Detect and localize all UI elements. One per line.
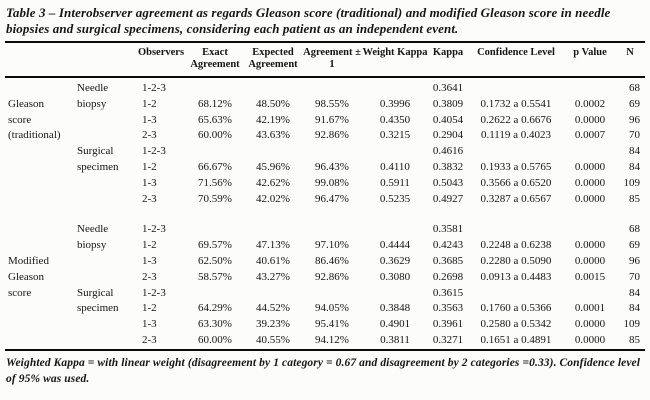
table-row [5, 176, 645, 192]
cell-observers: 2-3 [142, 192, 157, 205]
cell-p-value: 0.0000 [574, 176, 606, 189]
cell-exact [187, 77, 243, 97]
cell-expected: 40.55% [256, 333, 290, 346]
cell-n: 70 [629, 129, 640, 142]
header-n: N [615, 42, 645, 77]
cell-p-value: 0.0007 [574, 129, 606, 142]
cell-group: score [8, 286, 32, 299]
cell-exact: 66.67% [198, 160, 232, 173]
cell-p-value: 0.0000 [574, 254, 606, 267]
cell-kappa: 0.3581 [432, 223, 464, 236]
cell-observers: 1-3 [142, 113, 157, 126]
cell-agreement1: 94.12% [315, 333, 349, 346]
cell-specimen [75, 128, 135, 144]
cell-expected: 39.23% [256, 318, 290, 331]
cell-exact: 68.12% [198, 97, 232, 110]
cell-specimen: Needle [77, 82, 109, 94]
cell-group: Modified [8, 254, 49, 267]
cell-confidence: 0.3287 a 0.6567 [480, 192, 552, 205]
cell-n: 69 [629, 239, 640, 252]
cell-kappa: 0.3961 [432, 318, 464, 331]
cell-n: 69 [629, 97, 640, 110]
cell-group: Gleason [8, 97, 45, 110]
header-row [5, 42, 645, 77]
cell-n: 109 [623, 176, 640, 189]
cell-exact: 65.63% [198, 113, 232, 126]
cell-weight-kappa: 0.4444 [379, 239, 411, 252]
table-row [5, 286, 645, 302]
cell-agreement1 [303, 77, 361, 97]
header-exact-agreement: Exact Agreement [187, 42, 243, 77]
cell-expected: 42.02% [256, 192, 290, 205]
cell-p-value: 0.0000 [574, 113, 606, 126]
cell-kappa: 0.2698 [432, 270, 464, 283]
cell-exact: 64.29% [198, 302, 232, 315]
cell-confidence: 0.2580 a 0.5342 [480, 318, 552, 331]
cell-observers: 1-2 [142, 97, 157, 110]
cell-kappa: 0.3832 [432, 160, 464, 173]
table-row [5, 77, 645, 97]
cell-confidence: 0.2622 a 0.6676 [480, 113, 552, 126]
cell-confidence [467, 222, 565, 238]
cell-expected: 40.61% [256, 254, 290, 267]
cell-kappa: 0.3809 [432, 97, 464, 110]
cell-agreement1 [303, 144, 361, 160]
cell-group [5, 301, 75, 317]
cell-expected [243, 222, 303, 238]
cell-weight-kappa: 0.4350 [379, 113, 411, 126]
cell-specimen: biopsy [77, 97, 107, 110]
cell-n: 84 [629, 145, 640, 158]
table-row [5, 97, 645, 113]
cell-agreement1: 96.43% [315, 160, 349, 173]
agreement-table [5, 41, 645, 351]
cell-p-value: 0.0000 [574, 160, 606, 173]
cell-observers: 2-3 [142, 333, 157, 346]
header-agreement-plus-minus-1: Agreement ± 1 [303, 42, 361, 77]
cell-exact [187, 222, 243, 238]
cell-weight-kappa: 0.3215 [379, 129, 411, 142]
cell-agreement1: 92.86% [315, 270, 349, 283]
cell-observers: 1-2 [142, 160, 157, 173]
cell-expected: 42.62% [256, 176, 290, 189]
header-confidence-level: Confidence Level [467, 42, 565, 77]
table-row [5, 238, 645, 254]
cell-weight-kappa: 0.4110 [380, 160, 410, 173]
cell-confidence: 0.2280 a 0.5090 [480, 254, 552, 267]
cell-group [5, 144, 75, 160]
cell-weight-kappa [361, 77, 429, 97]
cell-weight-kappa [361, 286, 429, 302]
cell-group: (traditional) [8, 129, 61, 142]
cell-n: 84 [629, 286, 640, 299]
cell-exact: 60.00% [198, 333, 232, 346]
cell-group: score [8, 113, 32, 126]
cell-specimen [75, 113, 135, 129]
cell-expected: 43.63% [256, 129, 290, 142]
cell-group: Gleason [8, 270, 45, 283]
cell-n: 96 [629, 113, 640, 126]
cell-confidence [467, 77, 565, 97]
cell-weight-kappa: 0.3080 [379, 270, 411, 283]
cell-weight-kappa: 0.4901 [379, 318, 411, 331]
cell-specimen [75, 333, 135, 350]
cell-observers: 1-2-3 [142, 286, 166, 299]
cell-weight-kappa: 0.3996 [379, 97, 411, 110]
cell-expected [243, 144, 303, 160]
header-specimen-spacer [75, 42, 135, 77]
cell-p-value: 0.0002 [574, 97, 606, 110]
cell-specimen [75, 192, 135, 208]
cell-n: 70 [629, 270, 640, 283]
header-p-value: p Value [565, 42, 615, 77]
cell-observers: 1-2-3 [142, 145, 166, 158]
cell-specimen: Surgical [77, 145, 114, 158]
cell-agreement1: 86.46% [315, 254, 349, 267]
cell-p-value: 0.0000 [574, 333, 606, 346]
cell-weight-kappa [361, 222, 429, 238]
cell-confidence: 0.1760 a 0.5366 [480, 302, 552, 315]
cell-n: 109 [623, 318, 640, 331]
cell-p-value [565, 222, 615, 238]
cell-n: 68 [629, 82, 640, 94]
cell-specimen [75, 176, 135, 192]
table-row [5, 128, 645, 144]
cell-observers: 1-2-3 [142, 223, 166, 236]
cell-weight-kappa: 0.5911 [380, 176, 410, 189]
table-row [5, 333, 645, 350]
cell-p-value [565, 286, 615, 302]
cell-observers: 1-3 [142, 176, 157, 189]
cell-weight-kappa [361, 144, 429, 160]
cell-kappa: 0.2904 [432, 129, 464, 142]
cell-exact: 69.57% [198, 239, 232, 252]
section-spacer-cell [5, 207, 645, 222]
table-row [5, 301, 645, 317]
cell-exact [187, 286, 243, 302]
cell-agreement1: 92.86% [315, 129, 349, 142]
cell-p-value: 0.0015 [574, 270, 606, 283]
cell-kappa: 0.3271 [432, 333, 464, 346]
cell-p-value [565, 144, 615, 160]
table-row [5, 254, 645, 270]
cell-confidence: 0.1933 a 0.5765 [480, 160, 552, 173]
table-row [5, 222, 645, 238]
cell-expected: 43.27% [256, 270, 290, 283]
section-spacer [5, 207, 645, 222]
cell-n: 96 [629, 254, 640, 267]
cell-group [5, 176, 75, 192]
cell-expected: 47.13% [256, 239, 290, 252]
table-row [5, 317, 645, 333]
cell-group [5, 317, 75, 333]
cell-observers: 1-3 [142, 254, 157, 267]
cell-weight-kappa: 0.3629 [379, 254, 411, 267]
cell-specimen: Needle [77, 223, 109, 236]
cell-kappa: 0.3563 [432, 302, 464, 315]
cell-p-value [565, 77, 615, 97]
table-header [5, 42, 645, 77]
table-body [5, 77, 645, 350]
cell-agreement1: 91.67% [315, 113, 349, 126]
cell-group [5, 238, 75, 254]
header-group-spacer [5, 42, 75, 77]
cell-confidence: 0.2248 a 0.6238 [480, 239, 552, 252]
cell-group [5, 192, 75, 208]
cell-observers: 1-2-3 [142, 82, 166, 94]
cell-specimen: Surgical [77, 286, 114, 299]
cell-group [5, 160, 75, 176]
cell-expected: 45.96% [256, 160, 290, 173]
cell-n: 68 [629, 223, 640, 236]
cell-agreement1 [303, 286, 361, 302]
table-row [5, 192, 645, 208]
cell-n: 84 [629, 302, 640, 315]
cell-specimen [75, 317, 135, 333]
cell-kappa: 0.3685 [432, 254, 464, 267]
cell-expected [243, 286, 303, 302]
table-row [5, 113, 645, 129]
cell-agreement1 [303, 222, 361, 238]
cell-p-value: 0.0000 [574, 239, 606, 252]
cell-specimen: specimen [77, 160, 119, 173]
cell-kappa: 0.4616 [432, 145, 464, 158]
cell-expected [243, 77, 303, 97]
cell-group [5, 222, 75, 238]
cell-confidence [467, 144, 565, 160]
table-row [5, 270, 645, 286]
cell-exact [187, 144, 243, 160]
header-weight-kappa: Weight Kappa [361, 42, 429, 77]
cell-p-value: 0.0001 [574, 302, 606, 315]
table-caption: Table 3 – Interobserver agreement as regards Gleason score (traditional) and modified Gleason score in needle biopsies and surgical specimens, considering each patient as an independent event. [6, 5, 611, 36]
cell-exact: 63.30% [198, 318, 232, 331]
cell-kappa: 0.3641 [432, 82, 464, 94]
cell-specimen: biopsy [77, 239, 107, 252]
cell-agreement1: 96.47% [315, 192, 349, 205]
cell-agreement1: 98.55% [315, 97, 349, 110]
header-kappa: Kappa [429, 42, 467, 77]
cell-expected: 44.52% [256, 302, 290, 315]
table-footnote: Weighted Kappa = with linear weight (disagreement by 1 category = 0.67 and disagreement by 2 categories =0.33). Confidence level of 95% was used. [6, 356, 641, 386]
cell-agreement1: 94.05% [315, 302, 349, 315]
cell-confidence: 0.3566 a 0.6520 [480, 176, 552, 189]
cell-specimen [75, 254, 135, 270]
cell-weight-kappa: 0.3811 [380, 333, 410, 346]
cell-exact: 70.59% [198, 192, 232, 205]
cell-exact: 58.57% [198, 270, 232, 283]
cell-kappa: 0.5043 [432, 176, 464, 189]
cell-kappa: 0.4054 [432, 113, 464, 126]
cell-observers: 1-3 [142, 318, 157, 331]
cell-expected: 42.19% [256, 113, 290, 126]
cell-observers: 2-3 [142, 129, 157, 142]
cell-confidence [467, 286, 565, 302]
cell-n: 85 [629, 192, 640, 205]
table-row [5, 160, 645, 176]
cell-confidence: 0.1732 a 0.5541 [480, 97, 552, 110]
cell-confidence: 0.1651 a 0.4891 [480, 333, 552, 346]
cell-observers: 1-2 [142, 239, 157, 252]
cell-p-value: 0.0000 [574, 318, 606, 331]
cell-exact: 62.50% [198, 254, 232, 267]
cell-weight-kappa: 0.3848 [379, 302, 411, 315]
cell-expected: 48.50% [256, 97, 290, 110]
cell-kappa: 0.4927 [432, 192, 464, 205]
cell-exact: 71.56% [198, 176, 232, 189]
cell-confidence: 0.1119 a 0.4023 [480, 129, 552, 142]
cell-weight-kappa: 0.5235 [379, 192, 411, 205]
cell-p-value: 0.0000 [574, 192, 606, 205]
cell-kappa: 0.4243 [432, 239, 464, 252]
cell-n: 85 [629, 333, 640, 346]
cell-specimen: specimen [77, 302, 119, 315]
cell-specimen [75, 270, 135, 286]
cell-agreement1: 97.10% [315, 239, 349, 252]
cell-agreement1: 95.41% [315, 318, 349, 331]
cell-n: 84 [629, 160, 640, 173]
cell-kappa: 0.3615 [432, 286, 464, 299]
cell-observers: 2-3 [142, 270, 157, 283]
cell-group [5, 77, 75, 97]
cell-confidence: 0.0913 a 0.4483 [480, 270, 552, 283]
cell-exact: 60.00% [198, 129, 232, 142]
header-expected-agreement: Expected Agreement [243, 42, 303, 77]
cell-observers: 1-2 [142, 302, 157, 315]
cell-group [5, 333, 75, 350]
header-observers: Observers [135, 42, 187, 77]
table-row [5, 144, 645, 160]
cell-agreement1: 99.08% [315, 176, 349, 189]
